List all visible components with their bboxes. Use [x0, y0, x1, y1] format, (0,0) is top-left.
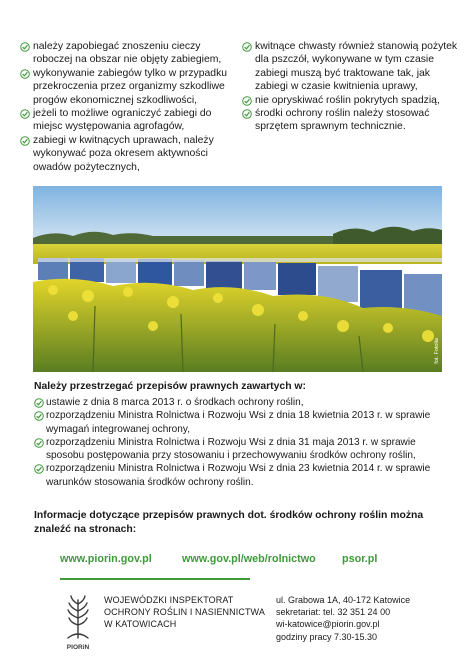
contact-email[interactable]: wi-katowice@piorin.gov.pl: [276, 619, 380, 630]
law-item: [34, 436, 444, 463]
org-line1: WOJEWÓDZKI INSPEKTORAT: [104, 595, 234, 605]
bullet-text: zabiegi w kwitnących uprawach, należy wykonywać poza okresem aktywności owadów pożytecznych,: [33, 134, 214, 173]
org-line2: OCHRONY ROŚLIN I NASIENNICTWA: [104, 606, 265, 617]
bullet-text: kwitnące chwasty również stanowią pożytek dla pszczół, wykonywane w tym czasie zabiegi muszą być traktowane tak, jak zabiegi w czasie kwitnienia uprawy,: [255, 41, 458, 93]
organization-name: [104, 595, 265, 630]
contact-hours: godziny pracy 7.30-15.30: [276, 631, 378, 642]
bullet-item: [242, 40, 460, 94]
contact-phone: sekretariat: tel. 32 351 24 00: [276, 607, 391, 618]
photo-illustration: [33, 186, 442, 372]
link-piorin[interactable]: www.piorin.gov.pl: [60, 553, 152, 565]
laws-list: [34, 396, 444, 489]
bullet-item: [20, 107, 235, 134]
check-icon: [20, 109, 30, 119]
photo-credit: fot. Fotolia: [434, 338, 440, 364]
law-text: rozporządzeniu Ministra Rolnictwa i Rozwoju Wsi z dnia 23 kwietnia 2014 r. w sprawie warunków stosowania środków ochrony roślin.: [46, 463, 431, 488]
bullet-item: [20, 67, 235, 107]
link-psor[interactable]: psor.pl: [342, 553, 378, 565]
advice-columns: [20, 40, 460, 190]
check-icon: [20, 69, 30, 79]
bullet-text: wykonywanie zabiegów tylko w przypadku przekroczenia przez organizmy szkodliwe progów ekonomicznej szkodliwości,: [33, 67, 228, 106]
left-bullet-list: [20, 40, 235, 174]
check-icon: [242, 109, 252, 119]
bullet-item: [20, 134, 235, 174]
check-icon: [20, 42, 30, 52]
bullet-text: środki ochrony roślin należy stosować sprzętem sprawnym technicznie.: [255, 108, 430, 133]
law-item: [34, 462, 444, 489]
law-item: [34, 396, 444, 409]
bullet-item: [242, 107, 460, 134]
law-text: rozporządzeniu Ministra Rolnictwa i Rozwoju Wsi z dnia 31 maja 2013 r. w sprawie sposobu postępowania przy stosowaniu i przechowywaniu środków ochrony roślin,: [46, 436, 416, 462]
bullet-item: [20, 40, 235, 67]
link-gov-rolnictwo[interactable]: www.gov.pl/web/rolnictwo: [182, 553, 316, 565]
rapeseed-beehives-photo: [33, 186, 442, 372]
law-text: ustawie z dnia 8 marca 2013 r. o środkach ochrony roślin,: [46, 397, 304, 408]
right-bullet-list: [242, 40, 460, 134]
links-row: [60, 553, 440, 567]
bullet-item: [242, 94, 460, 107]
check-icon: [242, 96, 252, 106]
org-line3: W KATOWICACH: [104, 618, 177, 629]
check-icon: [34, 398, 44, 408]
bullet-text: należy zapobiegać znoszeniu cieczy roboczej na obszar nie objęty zabiegiem,: [33, 41, 222, 66]
bullet-text: jeżeli to możliwe ograniczyć zabiegi do miejsc występowania agrofagów,: [33, 108, 212, 133]
check-icon: [34, 411, 44, 421]
logo-text: PIORiN: [66, 644, 90, 651]
law-item: [34, 409, 444, 436]
check-icon: [34, 464, 44, 474]
piorin-logo: [62, 592, 94, 652]
law-text: rozporządzeniu Ministra Rolnictwa i Rozwoju Wsi z dnia 18 kwietnia 2013 r. w sprawie wymagań integrowanej ochrony,: [46, 410, 431, 435]
info-text: Informacje dotyczące przepisów prawnych dot. środków ochrony roślin można znaleźć na stronach:: [34, 510, 424, 535]
check-icon: [20, 136, 30, 146]
check-icon: [34, 438, 44, 448]
bullet-text: nie opryskiwać roślin pokrytych spadzią,: [255, 94, 440, 106]
laws-title: Należy przestrzegać przepisów prawnych zawartych w:: [34, 381, 306, 392]
check-icon: [242, 42, 252, 52]
wheat-icon: [62, 592, 94, 652]
contact-address: ul. Grabowa 1A, 40-172 Katowice: [276, 595, 411, 605]
contact-info: [276, 594, 410, 643]
divider: [60, 578, 250, 580]
